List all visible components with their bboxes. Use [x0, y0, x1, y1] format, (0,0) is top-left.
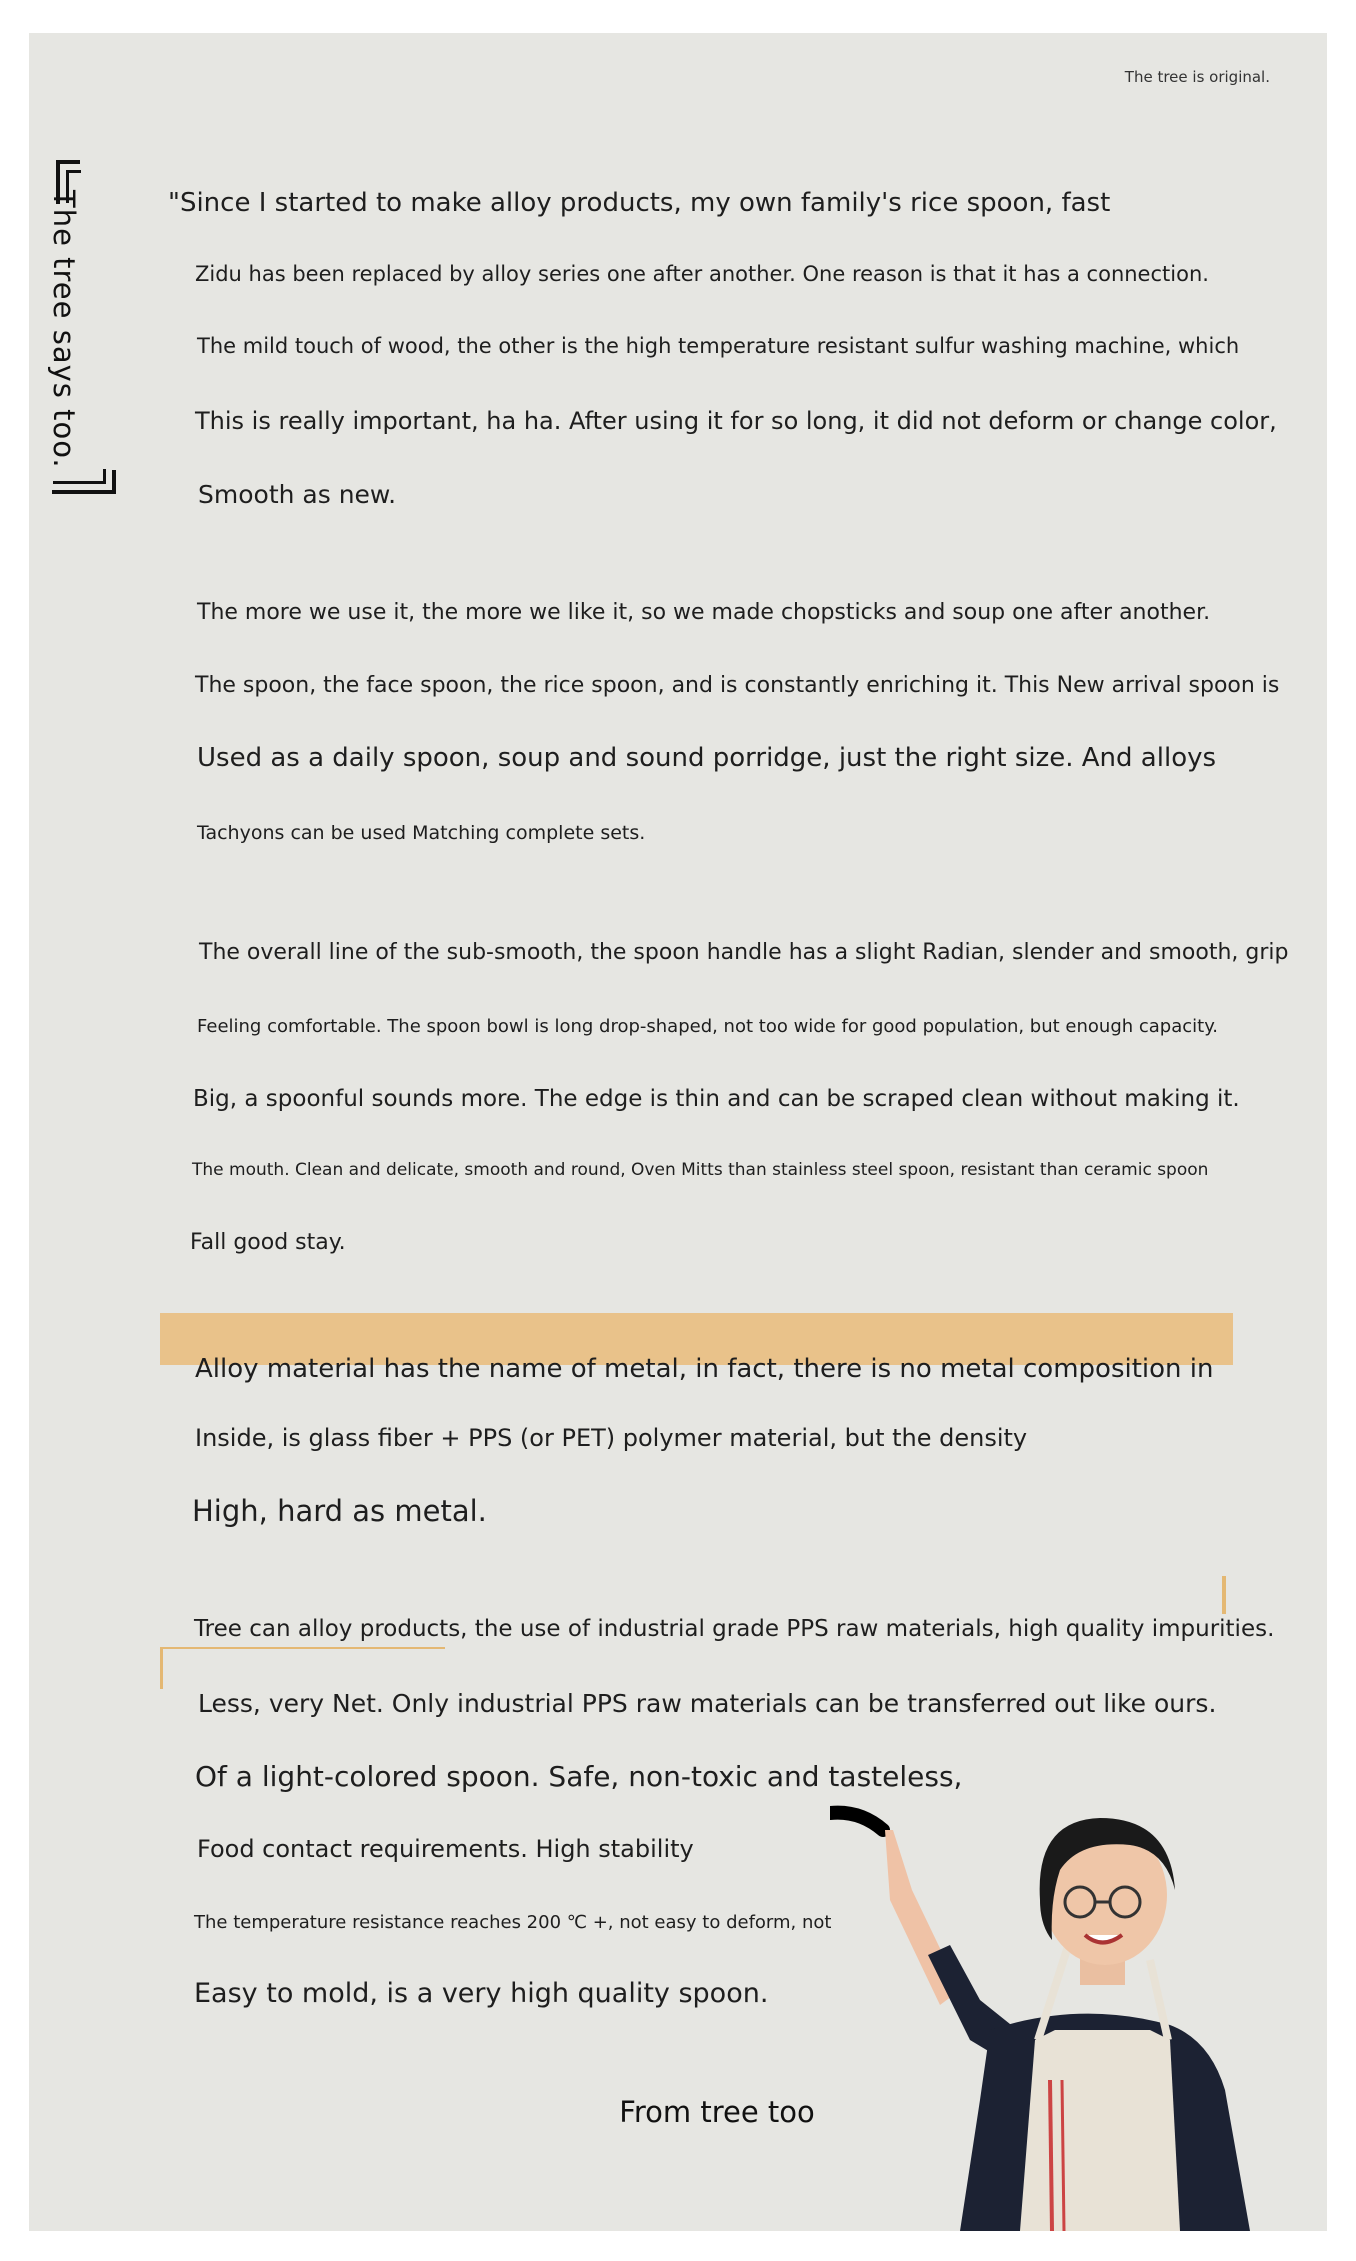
body-line: Less, very Net. Only industrial PPS raw materials can be transferred out like ours.: [198, 1689, 1217, 1718]
body-line: "Since I started to make alloy products, my own family's rice spoon, fast: [168, 188, 1111, 218]
accent-tick-right: [1222, 1576, 1226, 1614]
body-line: Inside, is glass fiber + PPS (or PET) polymer material, but the density: [195, 1424, 1028, 1452]
body-line: Zidu has been replaced by alloy series one after another. One reason is that it has a connection.: [195, 262, 1209, 286]
vertical-title: The tree says too.: [47, 190, 81, 469]
body-line: The overall line of the sub-smooth, the spoon handle has a slight Radian, slender and smooth, grip: [199, 940, 1289, 965]
body-line: The more we use it, the more we like it, so we made chopsticks and soup one after another.: [197, 600, 1211, 625]
body-line: The temperature resistance reaches 200 ℃ +, not easy to deform, not: [194, 1912, 832, 1933]
body-line: Big, a spoonful sounds more. The edge is thin and can be scraped clean without making it.: [193, 1086, 1240, 1112]
highlighted-line: Alloy material has the name of metal, in fact, there is no metal composition in: [195, 1354, 1214, 1384]
body-line: The mouth. Clean and delicate, smooth and round, Oven Mitts than stainless steel spoon, resistant than ceramic spoon: [192, 1160, 1209, 1180]
accent-tick-left: [160, 1647, 445, 1689]
body-line: The spoon, the face spoon, the rice spoon, and is constantly enriching it. This New arrival spoon is: [195, 673, 1280, 698]
body-line: Tachyons can be used Matching complete sets.: [197, 822, 646, 844]
body-line: Smooth as new.: [198, 480, 397, 509]
body-line: Used as a daily spoon, soup and sound porridge, just the right size. And alloys: [197, 743, 1217, 773]
body-line: The mild touch of wood, the other is the high temperature resistant sulfur washing machine, which: [197, 334, 1240, 358]
bracket-close-icon: [52, 470, 116, 494]
body-line: Fall good stay.: [190, 1230, 346, 1255]
woman-pointing-illustration: [830, 1740, 1330, 2231]
body-line: Food contact requirements. High stability: [197, 1835, 694, 1863]
body-line: Of a light-colored spoon. Safe, non-toxic and tasteless,: [195, 1760, 963, 1793]
body-line: Tree can alloy products, the use of industrial grade PPS raw materials, high quality impurities.: [194, 1616, 1275, 1642]
body-line: This is really important, ha ha. After using it for so long, it did not deform or change color,: [195, 407, 1277, 435]
body-line: Feeling comfortable. The spoon bowl is long drop-shaped, not too wide for good population, but enough capacity.: [197, 1016, 1219, 1037]
body-line: High, hard as metal.: [192, 1494, 487, 1528]
original-note: The tree is original.: [1124, 68, 1270, 86]
signature: From tree too: [619, 2095, 815, 2129]
body-line: Easy to mold, is a very high quality spoon.: [194, 1978, 769, 2009]
